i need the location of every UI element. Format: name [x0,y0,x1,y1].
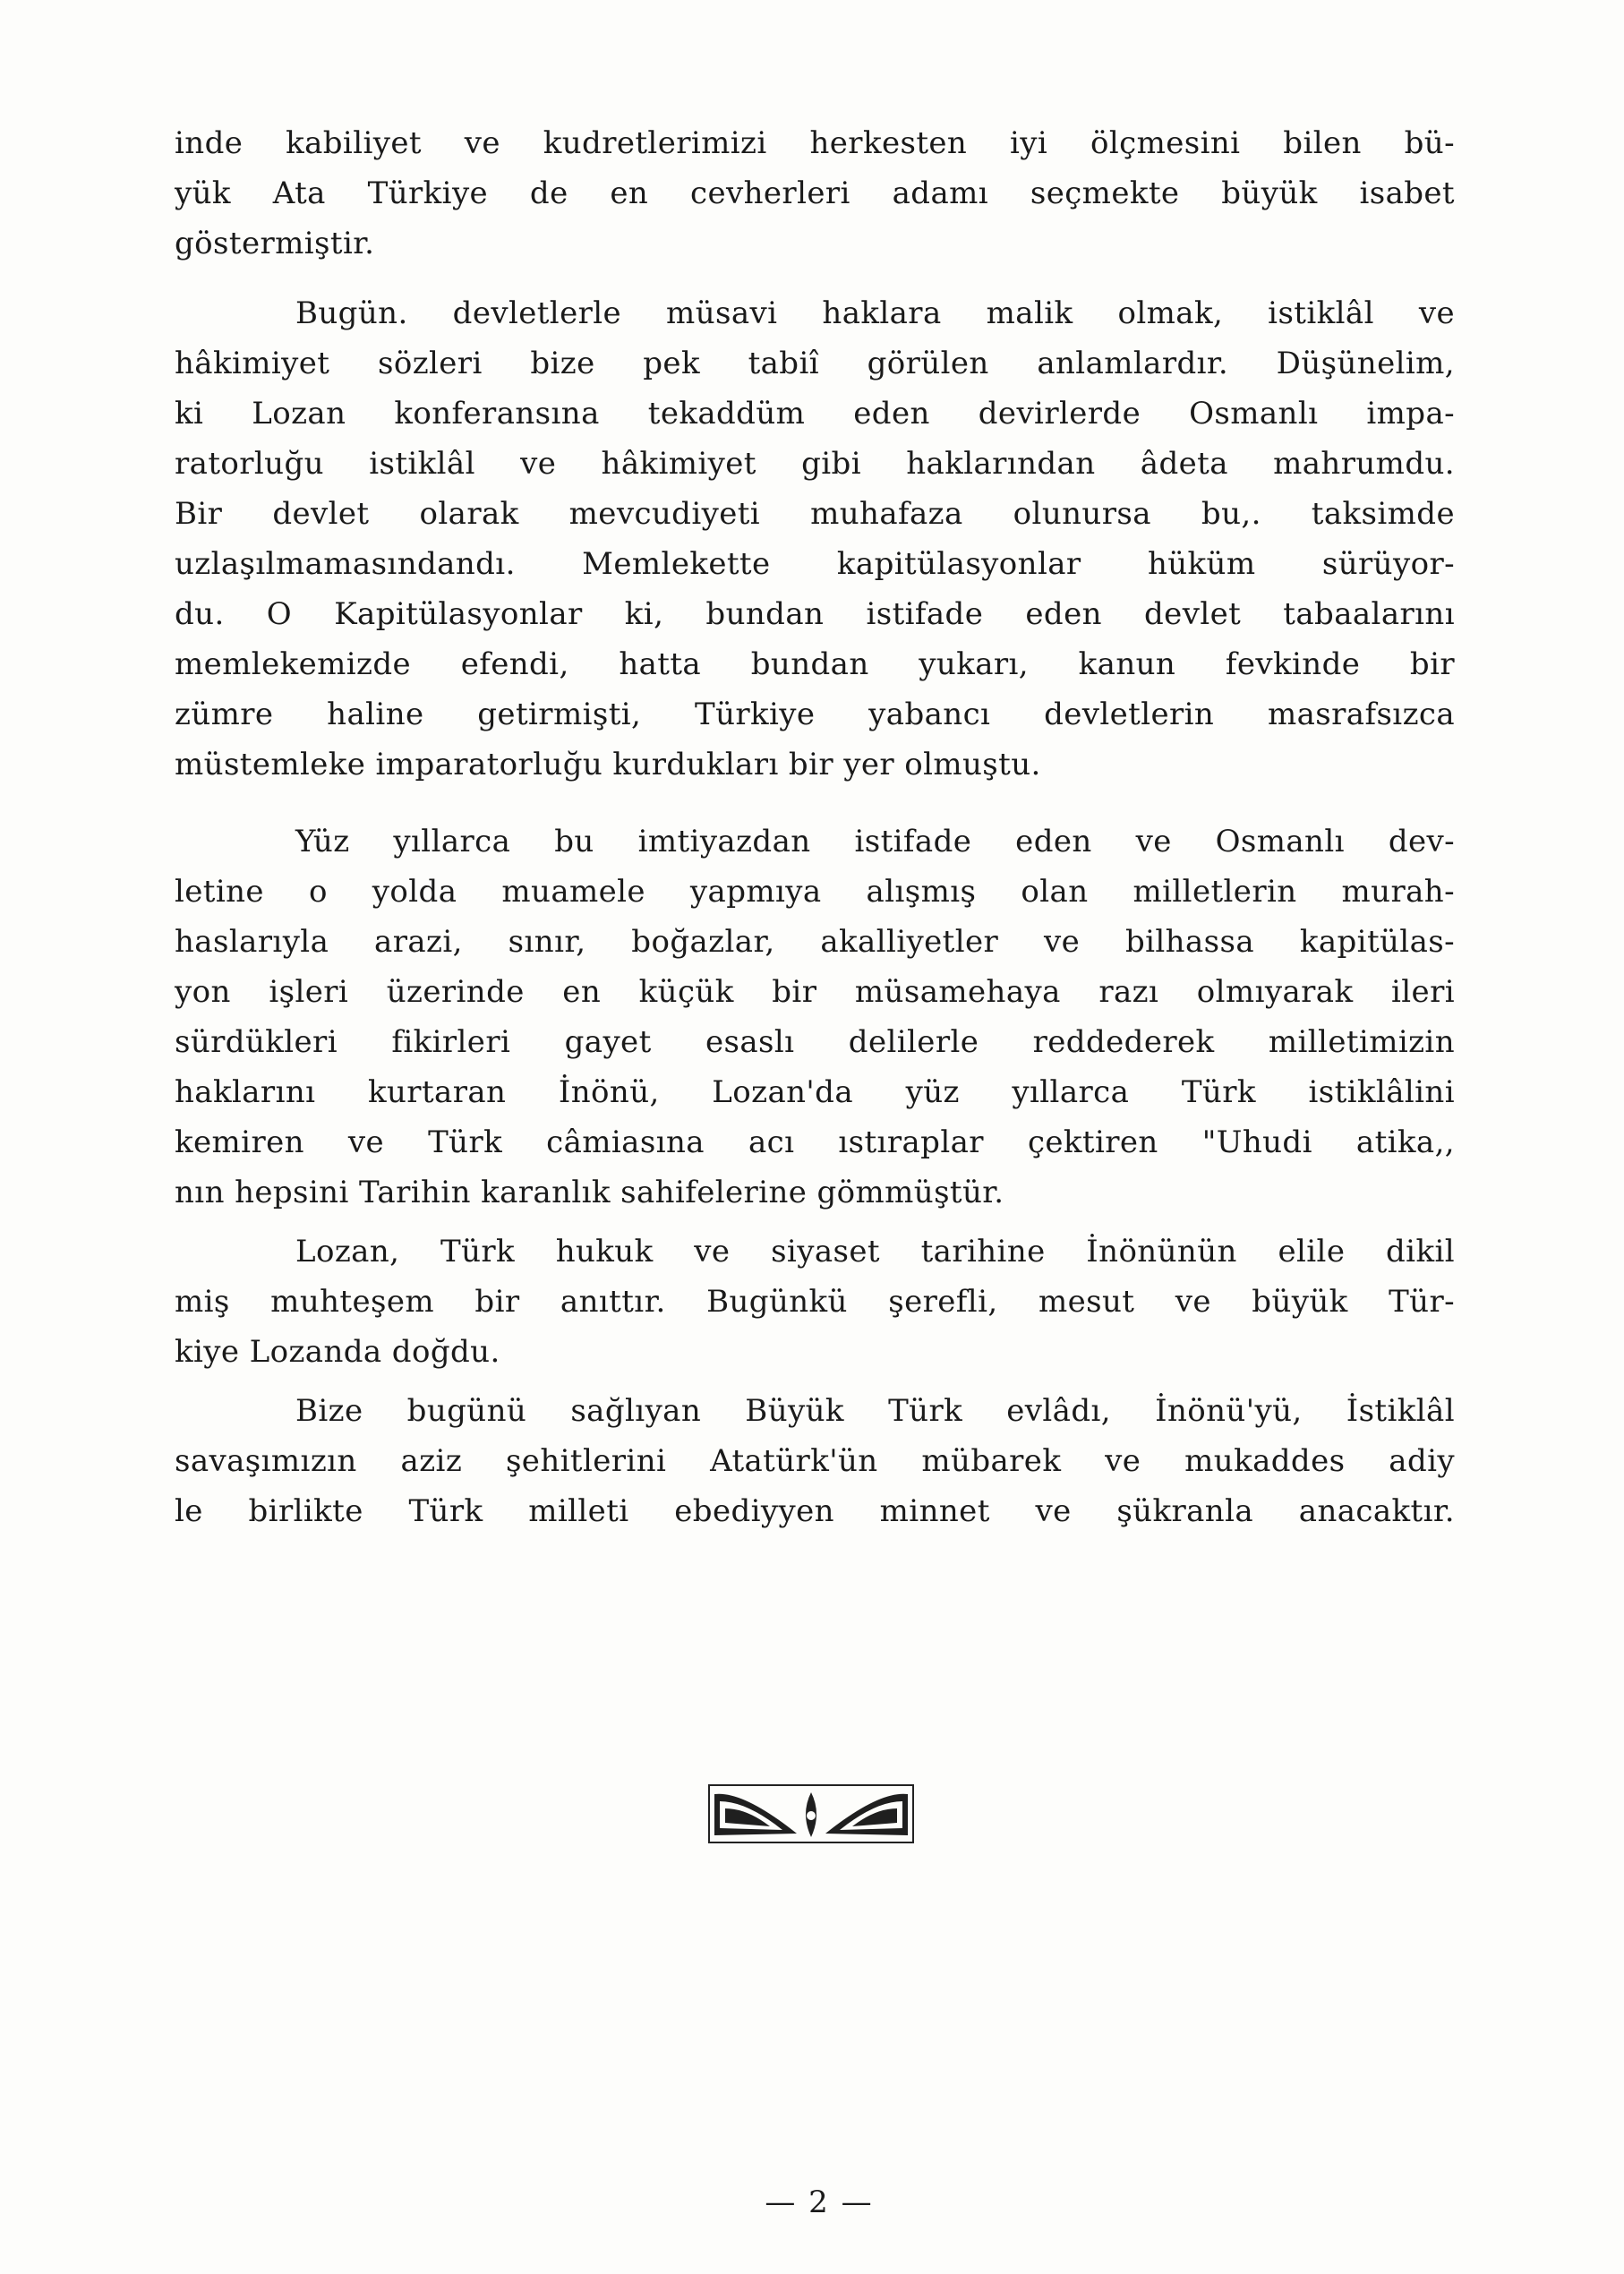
text-line: kemiren ve Türk câmiasına acı ıstıraplar çektiren "Uhudi atika,, [175,1124,1455,1160]
text-line: haslarıyla arazi, sınır, boğazlar, akalliyetler ve bilhassa kapitülas- [175,924,1455,960]
text-line: letine o yolda muamele yapmıya alışmış olan milletlerin murah- [175,874,1455,910]
text-line: memlekemizde efendi, hatta bundan yukarı, kanun fevkinde bir [175,646,1455,682]
text-line: Bir devlet olarak mevcudiyeti muhafaza olunursa bu,. taksimde [175,496,1455,532]
text-line: zümre haline getirmişti, Türkiye yabancı devletlerin masrafsızca [175,697,1455,732]
text-line: du. O Kapitülasyonlar ki, bundan istifade eden devlet tabaalarını [175,596,1455,632]
text-line: ratorluğu istiklâl ve hâkimiyet gibi haklarından âdeta mahrumdu. [175,446,1455,482]
text-line: miş muhteşem bir anıttır. Bugünkü şerefli, mesut ve büyük Tür- [175,1284,1455,1320]
page-number: — 2 — [765,2184,874,2220]
text-line: nın hepsini Tarihin karanlık sahifelerine gömmüştür. [175,1175,1004,1210]
text-line: müstemleke imparatorluğu kurdukları bir yer olmuştu. [175,747,1041,782]
text-line: yon işleri üzerinde en küçük bir müsamehaya razı olmıyarak ileri [175,974,1455,1010]
text-line: le birlikte Türk milleti ebediyyen minnet ve şükranla anacaktır. [175,1493,1455,1529]
text-line: yük Ata Türkiye de en cevherleri adamı seçmekte büyük isabet [175,175,1455,211]
text-line: haklarını kurtaran İnönü, Lozan'da yüz yıllarca Türk istiklâlini [175,1074,1455,1110]
text-line: sürdükleri fikirleri gayet esaslı delilerle reddederek milletimizin [175,1024,1455,1060]
text-line: Lozan, Türk hukuk ve siyaset tarihine İnönünün elile dikil [295,1234,1455,1270]
text-line: göstermiştir. [175,226,375,261]
text-line: Bize bugünü sağlıyan Büyük Türk evlâdı, İnönü'yü, İstiklâl [295,1393,1455,1429]
text-line: hâkimiyet sözleri bize pek tabiî görülen anlamlardır. Düşünelim, [175,346,1455,381]
text-line: savaşımızın aziz şehitlerini Atatürk'ün mübarek ve mukaddes adiy [175,1443,1455,1479]
text-line: ki Lozan konferansına tekaddüm eden devirlerde Osmanlı impa- [175,396,1455,432]
text-line: uzlaşılmamasındandı. Memlekette kapitülasyonlar hüküm sürüyor- [175,546,1455,582]
text-line: inde kabiliyet ve kudretlerimizi herkesten iyi ölçmesini bilen bü- [175,125,1455,161]
fleuron-ornament-icon [707,1782,915,1846]
text-line: kiye Lozanda doğdu. [175,1334,500,1370]
text-line: Yüz yıllarca bu imtiyazdan istifade eden ve Osmanlı dev- [295,824,1455,859]
text-line: Bugün. devletlerle müsavi haklara malik olmak, istiklâl ve [295,295,1455,331]
